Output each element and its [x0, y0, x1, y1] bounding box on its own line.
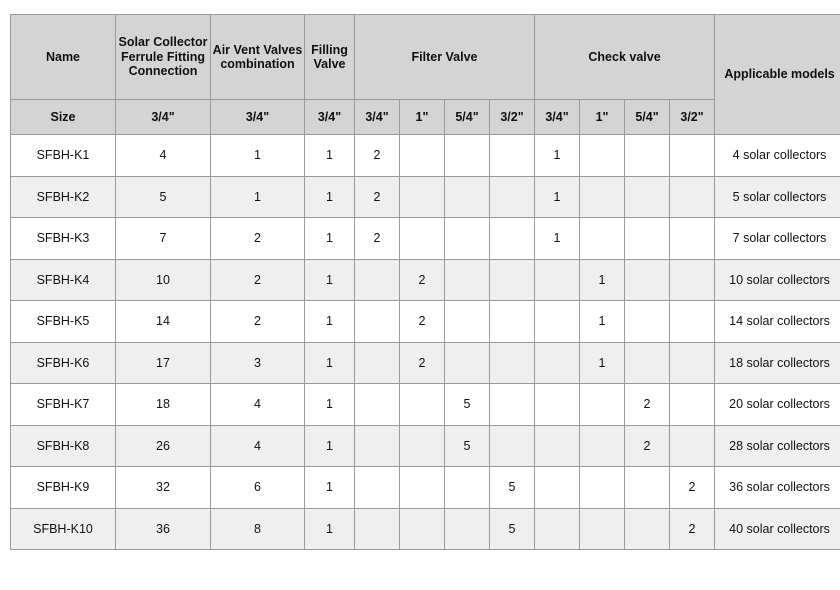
cell-ferrule: 36: [116, 508, 211, 550]
cell-ferrule: 32: [116, 467, 211, 509]
table-row: [11, 176, 840, 218]
cell-check-valve-2: 1: [580, 301, 625, 343]
cell-filter-valve-4: [490, 384, 535, 426]
cell-check-valve-3: [625, 135, 670, 177]
cell-applicable-models: 36 solar collectors: [715, 467, 840, 509]
cell-filter-valve-3: [445, 508, 490, 550]
cell-filter-valve-2: [400, 176, 445, 218]
cell-air-vent: 2: [211, 218, 305, 260]
cell-check-valve-2: [580, 176, 625, 218]
cell-check-valve-2: [580, 384, 625, 426]
cell-check-valve-4: [670, 301, 715, 343]
cell-check-valve-3: [625, 301, 670, 343]
cell-air-vent: 8: [211, 508, 305, 550]
cell-check-valve-4: 2: [670, 508, 715, 550]
cell-name: SFBH-K5: [11, 301, 116, 343]
cell-air-vent: 6: [211, 467, 305, 509]
cell-filter-valve-2: 2: [400, 259, 445, 301]
cell-ferrule: 17: [116, 342, 211, 384]
size-filling-valve: 3/4": [305, 100, 355, 135]
cell-filter-valve-3: 5: [445, 384, 490, 426]
cell-check-valve-1: [535, 508, 580, 550]
cell-check-valve-3: [625, 176, 670, 218]
cell-filter-valve-2: [400, 508, 445, 550]
cell-check-valve-4: [670, 425, 715, 467]
cell-name: SFBH-K7: [11, 384, 116, 426]
cell-applicable-models: 4 solar collectors: [715, 135, 840, 177]
cell-check-valve-3: [625, 342, 670, 384]
cell-filter-valve-1: [355, 301, 400, 343]
cell-applicable-models: 28 solar collectors: [715, 425, 840, 467]
table-row: [11, 508, 840, 550]
cell-air-vent: 2: [211, 259, 305, 301]
cell-filling-valve: 1: [305, 135, 355, 177]
cell-air-vent: 1: [211, 135, 305, 177]
table-row: [11, 259, 840, 301]
cell-ferrule: 7: [116, 218, 211, 260]
cell-filter-valve-2: [400, 218, 445, 260]
cell-applicable-models: 14 solar collectors: [715, 301, 840, 343]
table-row: [11, 301, 840, 343]
cell-check-valve-4: [670, 384, 715, 426]
size-check-valve-2: 1": [580, 100, 625, 135]
cell-ferrule: 5: [116, 176, 211, 218]
size-check-valve-1: 3/4": [535, 100, 580, 135]
cell-name: SFBH-K6: [11, 342, 116, 384]
cell-filter-valve-4: [490, 135, 535, 177]
table-row: [11, 425, 840, 467]
cell-name: SFBH-K2: [11, 176, 116, 218]
cell-filter-valve-4: 5: [490, 508, 535, 550]
cell-check-valve-3: [625, 467, 670, 509]
size-filter-valve-2: 1": [400, 100, 445, 135]
size-filter-valve-3: 5/4": [445, 100, 490, 135]
cell-check-valve-2: 1: [580, 259, 625, 301]
cell-air-vent: 4: [211, 425, 305, 467]
size-ferrule: 3/4": [116, 100, 211, 135]
cell-filter-valve-3: [445, 135, 490, 177]
header-group-row: [11, 15, 840, 100]
cell-filling-valve: 1: [305, 467, 355, 509]
cell-check-valve-2: 1: [580, 342, 625, 384]
cell-filter-valve-4: [490, 218, 535, 260]
cell-air-vent: 4: [211, 384, 305, 426]
header-filling-valve: Filling Valve: [305, 15, 355, 100]
cell-air-vent: 3: [211, 342, 305, 384]
cell-filter-valve-3: [445, 218, 490, 260]
header-name: Name: [11, 15, 116, 100]
cell-ferrule: 26: [116, 425, 211, 467]
cell-filter-valve-1: [355, 508, 400, 550]
cell-filling-valve: 1: [305, 508, 355, 550]
cell-filling-valve: 1: [305, 218, 355, 260]
cell-filter-valve-4: [490, 342, 535, 384]
table-body: [11, 135, 840, 550]
cell-check-valve-1: [535, 259, 580, 301]
cell-filter-valve-3: [445, 467, 490, 509]
cell-filter-valve-1: [355, 342, 400, 384]
cell-filter-valve-3: [445, 301, 490, 343]
cell-filter-valve-1: 2: [355, 135, 400, 177]
cell-filling-valve: 1: [305, 176, 355, 218]
cell-filter-valve-1: [355, 467, 400, 509]
size-label: Size: [11, 100, 116, 135]
header-filter-valve: Filter Valve: [355, 15, 535, 100]
cell-check-valve-3: 2: [625, 425, 670, 467]
cell-filling-valve: 1: [305, 259, 355, 301]
cell-filling-valve: 1: [305, 384, 355, 426]
header-air-vent: Air Vent Valves combination: [211, 15, 305, 100]
cell-filter-valve-4: [490, 176, 535, 218]
cell-filling-valve: 1: [305, 301, 355, 343]
cell-filter-valve-1: [355, 259, 400, 301]
cell-filter-valve-2: [400, 135, 445, 177]
cell-check-valve-2: [580, 425, 625, 467]
cell-applicable-models: 5 solar collectors: [715, 176, 840, 218]
header-check-valve: Check valve: [535, 15, 715, 100]
cell-filter-valve-3: [445, 259, 490, 301]
cell-check-valve-2: [580, 467, 625, 509]
cell-check-valve-2: [580, 218, 625, 260]
size-air-vent: 3/4": [211, 100, 305, 135]
cell-check-valve-1: [535, 425, 580, 467]
cell-filter-valve-2: [400, 425, 445, 467]
cell-ferrule: 18: [116, 384, 211, 426]
cell-ferrule: 14: [116, 301, 211, 343]
cell-check-valve-3: 2: [625, 384, 670, 426]
cell-filling-valve: 1: [305, 425, 355, 467]
table-row: [11, 218, 840, 260]
cell-applicable-models: 20 solar collectors: [715, 384, 840, 426]
cell-filter-valve-4: 5: [490, 467, 535, 509]
header-ferrule: Solar Collector Ferrule Fitting Connection: [116, 15, 211, 100]
cell-filling-valve: 1: [305, 342, 355, 384]
table-row: [11, 342, 840, 384]
cell-applicable-models: 10 solar collectors: [715, 259, 840, 301]
cell-filter-valve-3: [445, 176, 490, 218]
cell-check-valve-4: [670, 218, 715, 260]
cell-ferrule: 10: [116, 259, 211, 301]
cell-filter-valve-1: 2: [355, 176, 400, 218]
cell-name: SFBH-K4: [11, 259, 116, 301]
size-check-valve-4: 3/2": [670, 100, 715, 135]
cell-filter-valve-2: 2: [400, 301, 445, 343]
cell-name: SFBH-K10: [11, 508, 116, 550]
cell-check-valve-1: [535, 342, 580, 384]
size-filter-valve-4: 3/2": [490, 100, 535, 135]
cell-filter-valve-3: [445, 342, 490, 384]
table-row: [11, 384, 840, 426]
cell-filter-valve-1: [355, 425, 400, 467]
cell-air-vent: 2: [211, 301, 305, 343]
cell-applicable-models: 7 solar collectors: [715, 218, 840, 260]
cell-air-vent: 1: [211, 176, 305, 218]
cell-check-valve-4: 2: [670, 467, 715, 509]
cell-check-valve-3: [625, 259, 670, 301]
cell-check-valve-1: [535, 301, 580, 343]
cell-ferrule: 4: [116, 135, 211, 177]
header-applicable-models: Applicable models: [715, 15, 840, 135]
cell-check-valve-1: [535, 467, 580, 509]
cell-check-valve-4: [670, 342, 715, 384]
cell-name: SFBH-K3: [11, 218, 116, 260]
table-row: [11, 467, 840, 509]
cell-filter-valve-4: [490, 425, 535, 467]
cell-name: SFBH-K1: [11, 135, 116, 177]
cell-filter-valve-2: 2: [400, 342, 445, 384]
cell-check-valve-3: [625, 508, 670, 550]
cell-filter-valve-1: 2: [355, 218, 400, 260]
table-header: [11, 15, 840, 135]
cell-check-valve-1: 1: [535, 135, 580, 177]
cell-check-valve-1: 1: [535, 176, 580, 218]
size-check-valve-3: 5/4": [625, 100, 670, 135]
cell-applicable-models: 40 solar collectors: [715, 508, 840, 550]
size-filter-valve-1: 3/4": [355, 100, 400, 135]
cell-check-valve-3: [625, 218, 670, 260]
cell-check-valve-1: [535, 384, 580, 426]
cell-applicable-models: 18 solar collectors: [715, 342, 840, 384]
cell-filter-valve-1: [355, 384, 400, 426]
specification-table: [10, 14, 840, 550]
cell-name: SFBH-K9: [11, 467, 116, 509]
cell-filter-valve-4: [490, 259, 535, 301]
cell-check-valve-4: [670, 176, 715, 218]
cell-filter-valve-2: [400, 467, 445, 509]
cell-filter-valve-2: [400, 384, 445, 426]
cell-check-valve-4: [670, 259, 715, 301]
cell-name: SFBH-K8: [11, 425, 116, 467]
cell-check-valve-2: [580, 508, 625, 550]
cell-check-valve-4: [670, 135, 715, 177]
table-row: [11, 135, 840, 177]
cell-filter-valve-4: [490, 301, 535, 343]
cell-check-valve-2: [580, 135, 625, 177]
cell-filter-valve-3: 5: [445, 425, 490, 467]
cell-check-valve-1: 1: [535, 218, 580, 260]
